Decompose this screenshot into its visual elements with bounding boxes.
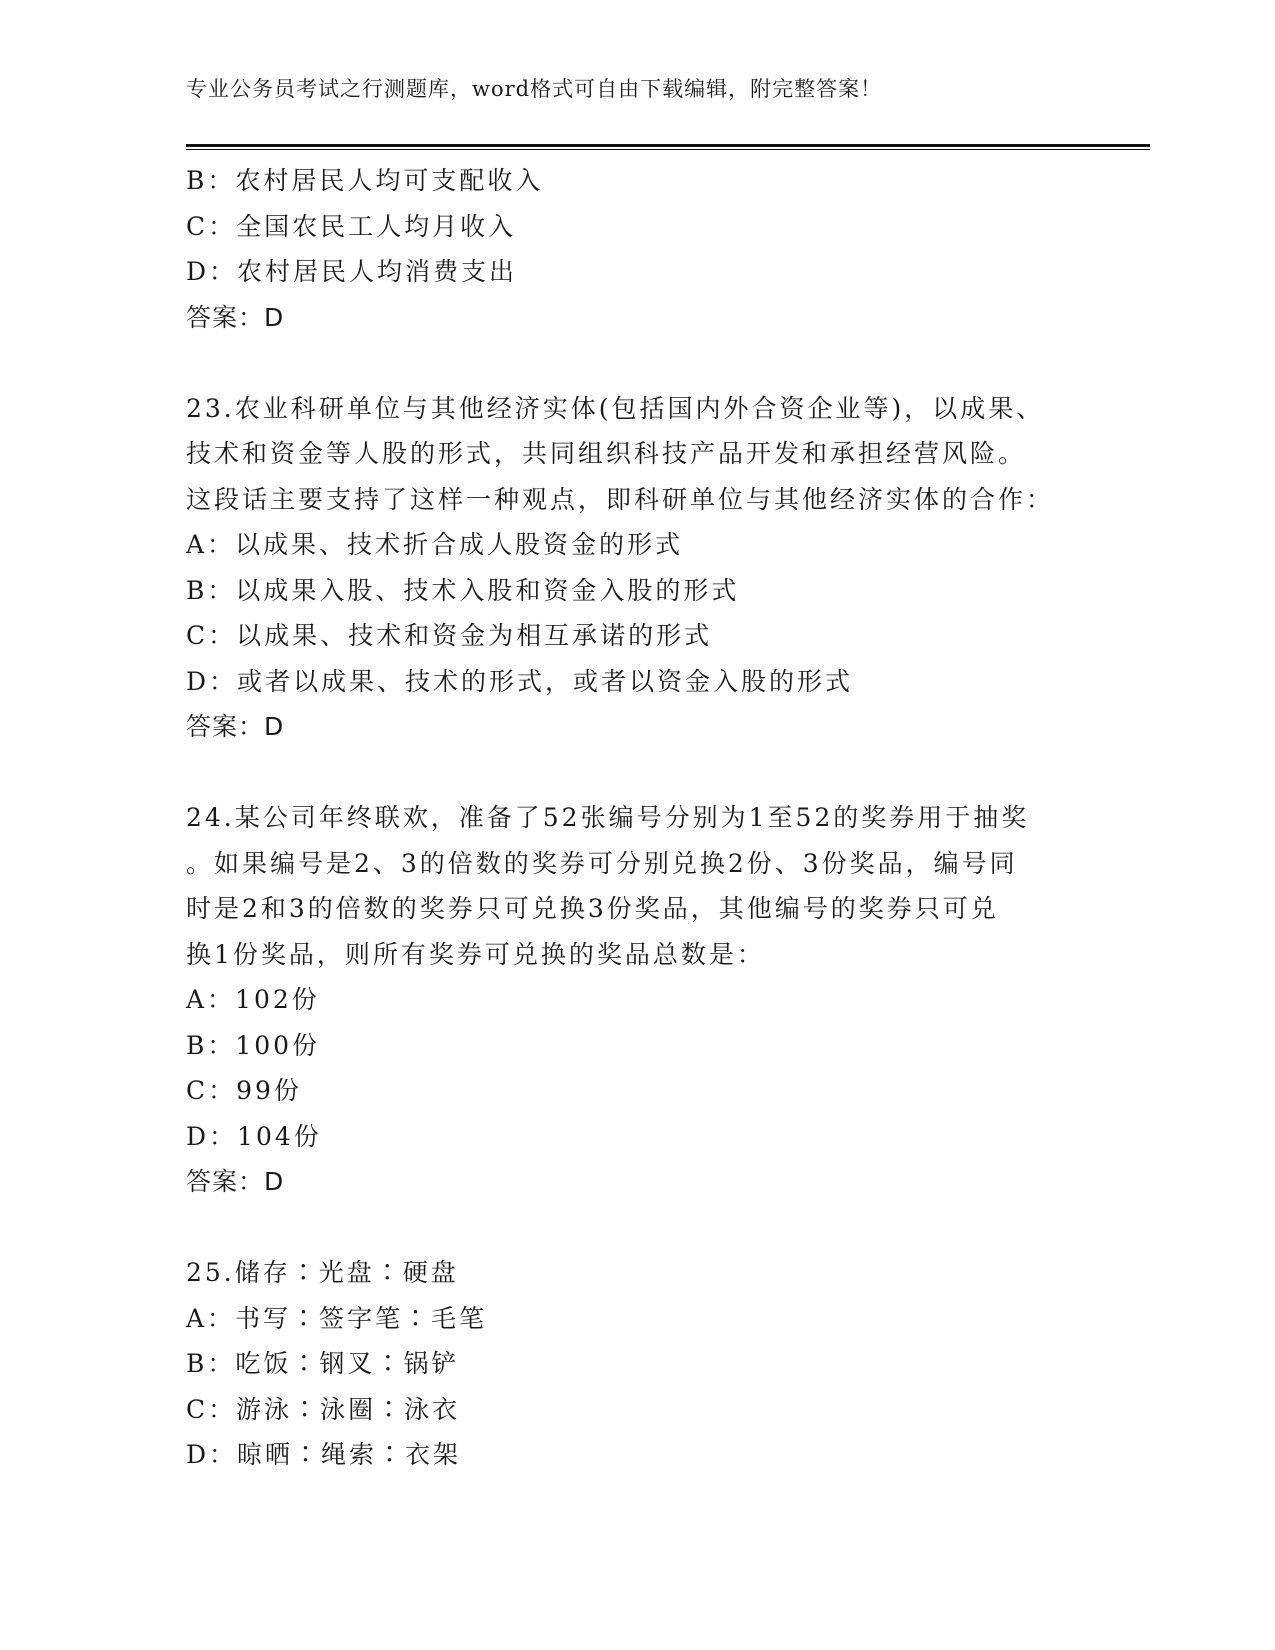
option-d: D：或者以成果、技术的形式，或者以资金入股的形式 (186, 666, 854, 696)
spacer (186, 750, 1086, 796)
question-stem-line: 时是2和3的倍数的奖券只可兑换3份奖品，其他编号的奖券只可兑 (186, 894, 999, 923)
option-b: B：吃饭∶钢叉∶锅铲 (186, 1349, 460, 1378)
page-header: 专业公务员考试之行测题库，word格式可自由下载编辑，附完整答案！ (186, 77, 883, 101)
question-content (186, 158, 1086, 1478)
answer-line: 答案：D (186, 1167, 285, 1196)
question-stem-line: 技术和资金等人股的形式，共同组织科技产品开发和承担经营风险。 (186, 439, 1027, 468)
question-stem-line: 这段话主要支持了这样一种观点，即科研单位与其他经济实体的合作： (186, 484, 1055, 514)
question-stem-line: 25.储存∶光盘∶硬盘 (186, 1258, 459, 1287)
question-25 (186, 1250, 1086, 1478)
option-c: C：以成果、技术和资金为相互承诺的形式 (186, 621, 713, 650)
spacer (186, 1205, 1086, 1251)
option-c: C：游泳∶泳圈∶泳衣 (186, 1394, 461, 1424)
question-stem-line: 24.某公司年终联欢，准备了52张编号分别为1至52的奖券用于抽奖 (186, 803, 1030, 832)
option-d: D：晾晒∶绳索∶衣架 (186, 1440, 462, 1469)
option-d: D：104份 (186, 1121, 322, 1151)
option-a: A：以成果、技术折合成人股资金的形式 (186, 530, 684, 559)
question-stem-line: 23.农业科研单位与其他经济实体(包括国内外合资企业等)，以成果、 (186, 393, 1045, 423)
question-stem-line: 。如果编号是2、3的倍数的奖券可分别兑换2份、3份奖品，编号同 (186, 848, 1018, 878)
header-divider (186, 144, 1150, 150)
option-b: B：农村居民人均可支配收入 (186, 166, 544, 195)
answer-line: 答案：D (186, 302, 285, 332)
spacer (186, 340, 1086, 386)
option-c: C：99份 (186, 1076, 302, 1105)
answer-line: 答案：D (186, 712, 285, 741)
option-c: C：全国农民工人均月收入 (186, 211, 517, 241)
question-23 (186, 386, 1086, 750)
option-b: B：以成果入股、技术入股和资金入股的形式 (186, 575, 740, 605)
question-24 (186, 795, 1086, 1205)
question-22-continued (186, 158, 1086, 340)
option-a: A：书写∶签字笔∶毛笔 (186, 1303, 488, 1333)
option-d: D：农村居民人均消费支出 (186, 257, 518, 286)
question-stem-line: 换1份奖品，则所有奖券可兑换的奖品总数是： (186, 939, 765, 969)
option-a: A：102份 (186, 985, 320, 1014)
option-b: B：100份 (186, 1030, 321, 1060)
